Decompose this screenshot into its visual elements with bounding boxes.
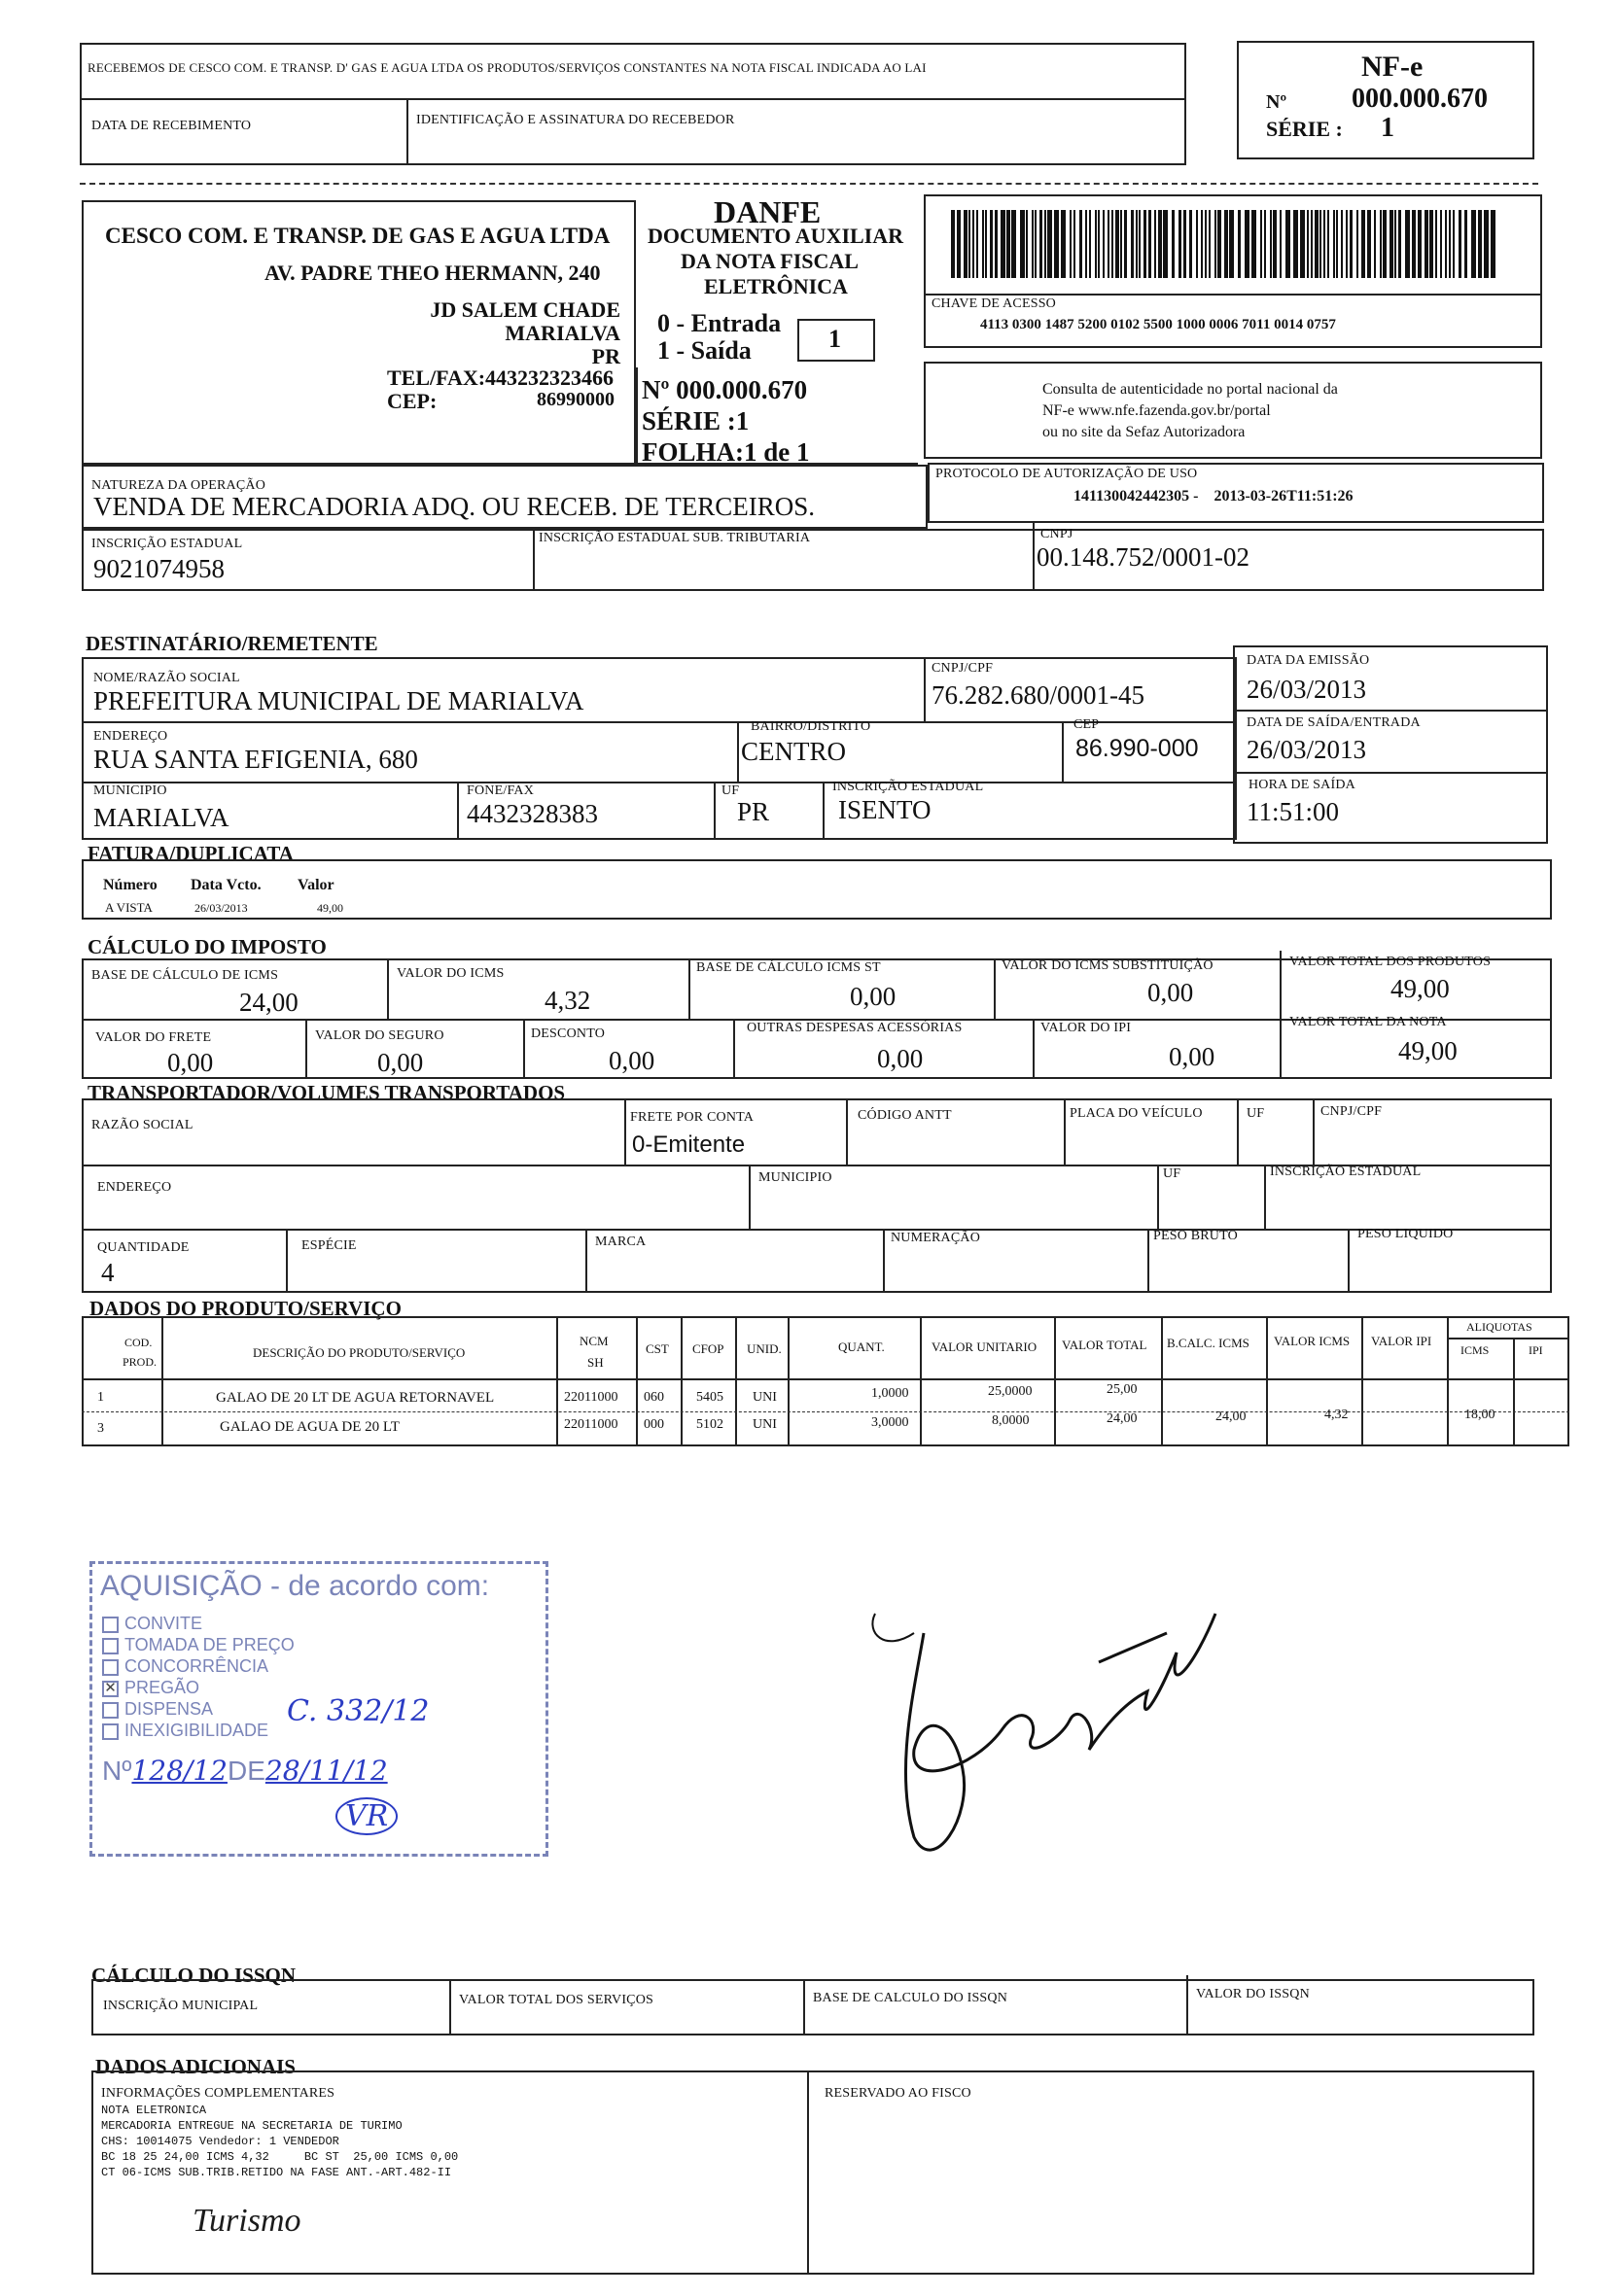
barcode-bar (1440, 210, 1442, 278)
issqn-base-label: BASE DE CALCULO DO ISSQN (813, 1991, 1008, 2005)
stamp-pregao-number: C. 332/12 (287, 1694, 430, 1728)
emitter-district: JD SALEM CHADE (430, 297, 620, 322)
consult-line3: ou no site da Sefaz Autorizadora (1042, 424, 1246, 440)
nfe-number-label: Nº (1266, 91, 1287, 113)
row1-vunit: 25,0000 (988, 1384, 1033, 1399)
danfe-folha: FOLHA:1 de 1 (642, 437, 810, 467)
row2-cfop: 5102 (696, 1417, 723, 1432)
row2-bcalc: 24,00 (1215, 1409, 1247, 1424)
desconto-value: 0,00 (609, 1046, 655, 1075)
barcode-bar (1196, 210, 1198, 278)
stamp-item-tomada: TOMADA DE PREÇO (102, 1634, 295, 1655)
barcode-bar (1020, 210, 1025, 278)
barcode-bar (1217, 210, 1221, 278)
danfe-line3: ELETRÔNICA (704, 274, 848, 298)
barcode-bar (1389, 210, 1393, 278)
barcode-bar (1405, 210, 1410, 278)
barcode-bar (1158, 210, 1162, 278)
barcode-bar (1260, 210, 1262, 278)
row2-cod: 3 (97, 1421, 104, 1436)
barcode-bar (1491, 210, 1495, 278)
recipient-name-label: NOME/RAZÃO SOCIAL (93, 671, 240, 685)
barcode-bar (1108, 210, 1109, 278)
nature-value: VENDA DE MERCADORIA ADQ. OU RECEB. DE TERCEIROS. (93, 492, 816, 521)
barcode-bar (1273, 210, 1277, 278)
base-st-label: BASE DE CÁLCULO ICMS ST (696, 960, 881, 975)
transport-ie-label: INSCRIÇÃO ESTADUAL (1270, 1165, 1422, 1179)
row2-vunit: 8,0000 (992, 1413, 1030, 1428)
row1-cfop: 5405 (696, 1390, 723, 1405)
ie-value: 9021074958 (93, 554, 225, 583)
exit-label: DATA DE SAÍDA/ENTRADA (1247, 715, 1421, 730)
protocol-value: 141130042442305 - 2013-03-26T11:51:26 (1073, 488, 1354, 504)
barcode-bar (976, 210, 978, 278)
recipient-uf: PR (737, 797, 770, 826)
base-icms-label: BASE DE CÁLCULO DE ICMS (91, 968, 279, 983)
barcode-bar (1148, 210, 1152, 278)
barcode-bar (1079, 210, 1083, 278)
barcode-bar (1103, 210, 1105, 278)
antt-label: CÓDIGO ANTT (858, 1108, 952, 1123)
barcode-bar (1224, 210, 1228, 278)
stamp-title: AQUISIÇÃO - de acordo com: (100, 1570, 490, 1602)
nature-label: NATUREZA DA OPERAÇÃO (91, 478, 266, 493)
especie-label: ESPÉCIE (301, 1238, 357, 1253)
issqn-section: CÁLCULO DO ISSQN (91, 1964, 297, 1987)
emitter-address: AV. PADRE THEO HERMANN, 240 (264, 261, 601, 285)
icms-value: 4,32 (545, 986, 591, 1015)
frete-conta-value: 0-Emitente (632, 1131, 746, 1158)
checked-icon: ✕ (102, 1681, 119, 1697)
barcode-bar (1189, 210, 1193, 278)
recipient-city: MARIALVA (93, 803, 229, 832)
icms-label: VALOR DO ICMS (397, 966, 505, 981)
barcode (951, 210, 1495, 278)
access-key-label: CHAVE DE ACESSO (932, 296, 1056, 311)
recipient-cep-label: CEP (1073, 717, 1100, 732)
issqn-box (91, 1979, 1534, 2035)
barcode-bar (1172, 210, 1176, 278)
barcode-bar (1464, 210, 1468, 278)
barcode-bar (1209, 210, 1211, 278)
barcode-bar (1085, 210, 1087, 278)
stamp-item-inexigibilidade: INEXIGIBILIDADE (102, 1720, 295, 1741)
barcode-bar (1131, 210, 1135, 278)
info-line4: BC 18 25 24,00 ICMS 4,32 BC ST 25,00 ICMS 0,00 (101, 2150, 459, 2164)
barcode-bar (1238, 210, 1242, 278)
h-aliq-icms: ICMS (1460, 1343, 1490, 1357)
danfe-saida: 1 - Saída (657, 336, 752, 365)
row2-aliq-icms: 18,00 (1464, 1408, 1495, 1422)
barcode-bar (1453, 210, 1455, 278)
recipient-address-label: ENDEREÇO (93, 729, 168, 744)
barcode-bar (964, 210, 967, 278)
barcode-bar (1251, 210, 1256, 278)
emitter-cep: 86990000 (537, 389, 615, 410)
barcode-bar (1356, 210, 1358, 278)
stamp-item-dispensa: DISPENSA (102, 1698, 295, 1720)
danfe-serie: SÉRIE :1 (642, 406, 750, 435)
barcode-bar (1435, 210, 1437, 278)
stamp-item-concorrencia: CONCORRÊNCIA (102, 1655, 295, 1677)
h-quant: QUANT. (838, 1339, 885, 1354)
cnpj-label: CNPJ (1040, 527, 1073, 541)
ipi-value: 0,00 (1169, 1042, 1215, 1071)
barcode-bar (1418, 210, 1422, 278)
emitter-city: MARIALVA (505, 321, 620, 345)
barcode-bar (982, 210, 984, 278)
barcode-bar (1429, 210, 1433, 278)
frete-label: VALOR DO FRETE (95, 1030, 212, 1045)
recipient-ie: ISENTO (838, 795, 932, 824)
barcode-bar (1311, 210, 1313, 278)
barcode-bar (1307, 210, 1309, 278)
barcode-bar (1124, 210, 1128, 278)
h-unid: UNID. (747, 1341, 782, 1356)
receipt-sign-label: IDENTIFICAÇÃO E ASSINATURA DO RECEBEDOR (416, 113, 735, 127)
barcode-bar (1374, 210, 1376, 278)
barcode-bar (1380, 210, 1382, 278)
invoice-h-value: Valor (298, 877, 334, 893)
barcode-bar (1035, 210, 1037, 278)
issqn-total-label: VALOR TOTAL DOS SERVIÇOS (459, 1993, 654, 2007)
barcode-bar (1115, 210, 1119, 278)
row2-cst: 000 (644, 1417, 664, 1432)
barcode-bar (1280, 210, 1282, 278)
info-line1: NOTA ELETRONICA (101, 2104, 207, 2117)
h-aliq: ALIQUOTAS (1466, 1320, 1532, 1334)
barcode-bar (1098, 210, 1100, 278)
receipt-text: RECEBEMOS DE CESCO COM. E TRANSP. D' GAS E AGUA LTDA OS PRODUTOS/SERVIÇOS CONSTANTES NA NOTA FISCAL INDICADA AO LAI (88, 60, 927, 75)
stamp-date-prefix: DE (227, 1756, 265, 1786)
stamp-item-pregao: ✕ PREGÃO (102, 1677, 295, 1698)
barcode-bar (1264, 210, 1266, 278)
info-line2: MERCADORIA ENTREGUE NA SECRETARIA DE TURIMO (101, 2119, 403, 2133)
barcode-bar (1398, 210, 1402, 278)
barcode-bar (985, 210, 987, 278)
barcode-bar (1201, 210, 1203, 278)
barcode-bar (1394, 210, 1396, 278)
recipient-name: PREFEITURA MUNICIPAL DE MARIALVA (93, 686, 584, 715)
barcode-bar (1315, 210, 1319, 278)
h-prod: PROD. (123, 1355, 158, 1369)
barcode-bar (1026, 210, 1028, 278)
barcode-bar (1214, 210, 1216, 278)
invoice-number: A VISTA (105, 900, 153, 915)
protocol-label: PROTOCOLO DE AUTORIZAÇÃO DE USO (935, 467, 1198, 481)
transport-city-label: MUNICIPIO (758, 1170, 832, 1185)
total-nota-label: VALOR TOTAL DA NOTA (1289, 1015, 1447, 1029)
transport-uf-label: UF (1247, 1106, 1265, 1121)
barcode-bar (1285, 210, 1290, 278)
additional-section: DADOS ADICIONAIS (95, 2055, 296, 2078)
barcode-bar (1319, 210, 1321, 278)
numeracao-label: NUMERAÇÃO (891, 1231, 981, 1245)
consult-line2: NF-e www.nfe.fazenda.gov.br/portal (1042, 402, 1271, 419)
base-icms: 24,00 (239, 988, 299, 1017)
seguro-value: 0,00 (377, 1048, 424, 1077)
stamp-item-convite: CONVITE (102, 1613, 295, 1634)
recipient-address: RUA SANTA EFIGENIA, 680 (93, 745, 418, 774)
stamp-number-prefix: Nº (102, 1756, 132, 1786)
barcode-bar (1178, 210, 1182, 278)
transport-box (82, 1098, 1552, 1293)
h-vunit: VALOR UNITARIO (932, 1339, 1038, 1354)
row2-quant: 3,0000 (871, 1415, 909, 1430)
transport-section: TRANSPORTADOR/VOLUMES TRANSPORTADOS (88, 1081, 566, 1104)
seguro-label: VALOR DO SEGURO (315, 1028, 444, 1043)
barcode-bar (1111, 210, 1113, 278)
barcode-bar (1300, 210, 1305, 278)
recipient-cnpj-label: CNPJ/CPF (932, 661, 994, 676)
invoice-h-number: Número (103, 877, 158, 893)
h-cfop: CFOP (692, 1341, 724, 1356)
row2-ncm: 22011000 (564, 1417, 618, 1432)
ie-st-label: INSCRIÇÃO ESTADUAL SUB. TRIBUTARIA (539, 531, 811, 545)
row1-unid: UNI (753, 1390, 777, 1405)
stamp-initials: VR (335, 1797, 398, 1835)
barcode-bar (1061, 210, 1066, 278)
danfe-title: DANFE (714, 194, 822, 229)
tax-section: CÁLCULO DO IMPOSTO (88, 935, 327, 958)
nfe-title: NF-e (1361, 51, 1424, 83)
recipient-cnpj: 76.282.680/0001-45 (932, 680, 1144, 710)
fisco-label: RESERVADO AO FISCO (825, 2086, 971, 2101)
receipt-date-label: DATA DE RECEBIMENTO (91, 119, 252, 133)
transport-cnpj-label: CNPJ/CPF (1320, 1104, 1383, 1119)
invoice-h-due: Data Vcto. (191, 877, 262, 893)
hour-label: HORA DE SAÍDA (1249, 778, 1355, 792)
nfe-serie-label: SÉRIE : (1266, 117, 1343, 141)
barcode-bar (951, 210, 955, 278)
outras-value: 0,00 (877, 1044, 924, 1073)
danfe-type-value: 1 (828, 325, 841, 353)
ie-row (82, 529, 1544, 591)
issqn-im-label: INSCRIÇÃO MUNICIPAL (103, 1999, 259, 2013)
barcode-bar (1205, 210, 1207, 278)
barcode-bar (1073, 210, 1075, 278)
row1-ncm: 22011000 (564, 1390, 618, 1405)
danfe-line1: DOCUMENTO AUXILIAR (648, 224, 904, 248)
total-prod-label: VALOR TOTAL DOS PRODUTOS (1289, 955, 1492, 969)
barcode-bar (1183, 210, 1187, 278)
ipi-label: VALOR DO IPI (1040, 1021, 1132, 1035)
h-ncm: NCM (580, 1334, 609, 1348)
stamp-number: 128/12 (131, 1755, 228, 1787)
h-cst: CST (646, 1341, 669, 1356)
marca-label: MARCA (595, 1235, 647, 1249)
barcode-bar (990, 210, 994, 278)
barcode-bar (972, 210, 974, 278)
barcode-bar (995, 210, 999, 278)
barcode-bar (1245, 210, 1249, 278)
barcode-bar (1095, 210, 1097, 278)
stamp-date: 28/11/12 (264, 1755, 388, 1787)
barcode-bar (1006, 210, 1010, 278)
emitter-state: PR (591, 344, 620, 368)
barcode-bar (1323, 210, 1325, 278)
barcode-bar (1089, 210, 1091, 278)
recipient-cep: 86.990-000 (1075, 735, 1199, 762)
invoice-due: 26/03/2013 (194, 901, 248, 915)
h-vicms: VALOR ICMS (1274, 1334, 1351, 1348)
h-vipi: VALOR IPI (1371, 1334, 1432, 1348)
h-cod: COD. (124, 1336, 153, 1349)
barcode-bar (1484, 210, 1489, 278)
recipient-ie-label: INSCRIÇÃO ESTADUAL (832, 780, 984, 794)
barcode-bar (1459, 210, 1462, 278)
issqn-valor-label: VALOR DO ISSQN (1196, 1987, 1310, 2001)
barcode-bar (1139, 210, 1141, 278)
h-bcalc: B.CALC. ICMS (1167, 1336, 1249, 1350)
row1-cst: 060 (644, 1390, 664, 1405)
barcode-bar (1154, 210, 1156, 278)
ie-label: INSCRIÇÃO ESTADUAL (91, 537, 243, 551)
qtd-value: 4 (101, 1258, 115, 1287)
signature-scribble (856, 1575, 1264, 1886)
row2-vicms: 4,32 (1324, 1408, 1349, 1422)
cut-line (80, 183, 1538, 185)
barcode-bar (957, 210, 961, 278)
exit-hour: 11:51:00 (1247, 797, 1340, 826)
barcode-bar (1333, 210, 1335, 278)
invoice-value: 49,00 (317, 901, 343, 915)
products-section: DADOS DO PRODUTO/SERVIÇO (89, 1297, 402, 1320)
barcode-bar (1039, 210, 1043, 278)
h-desc: DESCRIÇÃO DO PRODUTO/SERVIÇO (253, 1345, 466, 1360)
emitter-phone: TEL/FAX:443232323466 (387, 365, 615, 390)
danfe-entrada: 0 - Entrada (657, 309, 782, 337)
row1-cod: 1 (97, 1390, 104, 1405)
barcode-bar (1445, 210, 1447, 278)
barcode-bar (1270, 210, 1272, 278)
acquisition-stamp (89, 1561, 548, 1857)
barcode-bar (1136, 210, 1138, 278)
icms-st: 0,00 (1147, 978, 1194, 1007)
icms-st-label: VALOR DO ICMS SUBSTITUIÇÃO (1002, 958, 1214, 973)
barcode-bar (1070, 210, 1072, 278)
recipient-district: CENTRO (741, 737, 846, 766)
consult-line1: Consulta de autenticidade no portal nacional da (1042, 381, 1338, 398)
barcode-bar (1367, 210, 1371, 278)
info-label: INFORMAÇÕES COMPLEMENTARES (101, 2086, 335, 2101)
recipient-phone: 4432328383 (467, 799, 598, 828)
danfe-number: Nº 000.000.670 (642, 375, 808, 404)
info-line5: CT 06-ICMS SUB.TRIB.RETIDO NA FASE ANT.-ART.482-II (101, 2166, 452, 2179)
nfe-serie: 1 (1381, 113, 1394, 143)
danfe-line2: DA NOTA FISCAL (681, 249, 859, 273)
barcode-bar (1449, 210, 1451, 278)
total-nota: 49,00 (1398, 1036, 1458, 1065)
exit-date: 26/03/2013 (1247, 735, 1367, 764)
frete-conta-label: FRETE POR CONTA (630, 1110, 755, 1125)
emitter-name: CESCO COM. E TRANSP. DE GAS E AGUA LTDA (105, 224, 611, 248)
barcode-bar (1346, 210, 1348, 278)
access-key: 4113 0300 1487 5200 0102 5500 1000 0006 7011 0014 0757 (980, 317, 1336, 332)
invoice-section: FATURA/DUPLICATA (88, 842, 294, 865)
barcode-bar (1032, 210, 1034, 278)
barcode-bar (1425, 210, 1428, 278)
recipient-phone-label: FONE/FAX (467, 783, 535, 798)
row2-vtotal: 24,00 (1107, 1411, 1138, 1426)
transport-uf2-label: UF (1163, 1166, 1181, 1181)
base-st: 0,00 (850, 982, 897, 1011)
h-sh: SH (587, 1355, 604, 1370)
recipient-uf-label: UF (721, 783, 740, 798)
qtd-label: QUANTIDADE (97, 1240, 190, 1255)
recipient-section: DESTINATÁRIO/REMETENTE (86, 632, 378, 655)
barcode-bar (1011, 210, 1016, 278)
frete-value: 0,00 (167, 1048, 214, 1077)
barcode-bar (1001, 210, 1005, 278)
barcode-bar (1412, 210, 1416, 278)
row1-desc: GALAO DE 20 LT DE AGUA RETORNAVEL (216, 1390, 495, 1406)
barcode-bar (1350, 210, 1354, 278)
handwritten-note: Turismo (193, 2203, 301, 2239)
barcode-bar (1293, 210, 1298, 278)
emission-label: DATA DA EMISSÃO (1247, 653, 1370, 668)
razao-label: RAZÃO SOCIAL (91, 1118, 193, 1132)
barcode-bar (1229, 210, 1234, 278)
peso-liquido-label: PESO LIQUIDO (1357, 1227, 1454, 1241)
row2-unid: UNI (753, 1417, 777, 1432)
barcode-bar (1361, 210, 1365, 278)
barcode-bar (1383, 210, 1387, 278)
barcode-bar (1478, 210, 1482, 278)
row1-vtotal: 25,00 (1107, 1382, 1138, 1397)
row2-desc: GALAO DE AGUA DE 20 LT (220, 1419, 400, 1435)
barcode-bar (1044, 210, 1046, 278)
barcode-bar (1336, 210, 1338, 278)
barcode-bar (1143, 210, 1147, 278)
barcode-bar (968, 210, 970, 278)
barcode-bar (1120, 210, 1122, 278)
barcode-bar (1054, 210, 1059, 278)
placa-label: PLACA DO VEÍCULO (1070, 1106, 1203, 1121)
info-line3: CHS: 10014075 Vendedor: 1 VENDEDOR (101, 2135, 339, 2148)
h-vtotal: VALOR TOTAL (1062, 1338, 1147, 1352)
row1-quant: 1,0000 (871, 1386, 909, 1401)
barcode-bar (1163, 210, 1168, 278)
recipient-district-label: BAIRRO/DISTRITO (751, 719, 871, 734)
barcode-bar (1327, 210, 1329, 278)
nfe-number: 000.000.670 (1352, 84, 1488, 114)
h-aliq-ipi: IPI (1529, 1343, 1543, 1357)
barcode-bar (1341, 210, 1343, 278)
transport-address-label: ENDEREÇO (97, 1180, 172, 1195)
desconto-label: DESCONTO (531, 1026, 606, 1041)
cnpj-value: 00.148.752/0001-02 (1037, 542, 1249, 572)
emitter-cep-label: CEP: (387, 389, 438, 413)
peso-bruto-label: PESO BRUTO (1153, 1229, 1238, 1243)
total-prod: 49,00 (1390, 974, 1450, 1003)
outras-label: OUTRAS DESPESAS ACESSÓRIAS (747, 1021, 963, 1035)
barcode-bar (1047, 210, 1052, 278)
emission-date: 26/03/2013 (1247, 675, 1367, 704)
recipient-city-label: MUNICIPIO (93, 783, 167, 798)
barcode-bar (1471, 210, 1476, 278)
